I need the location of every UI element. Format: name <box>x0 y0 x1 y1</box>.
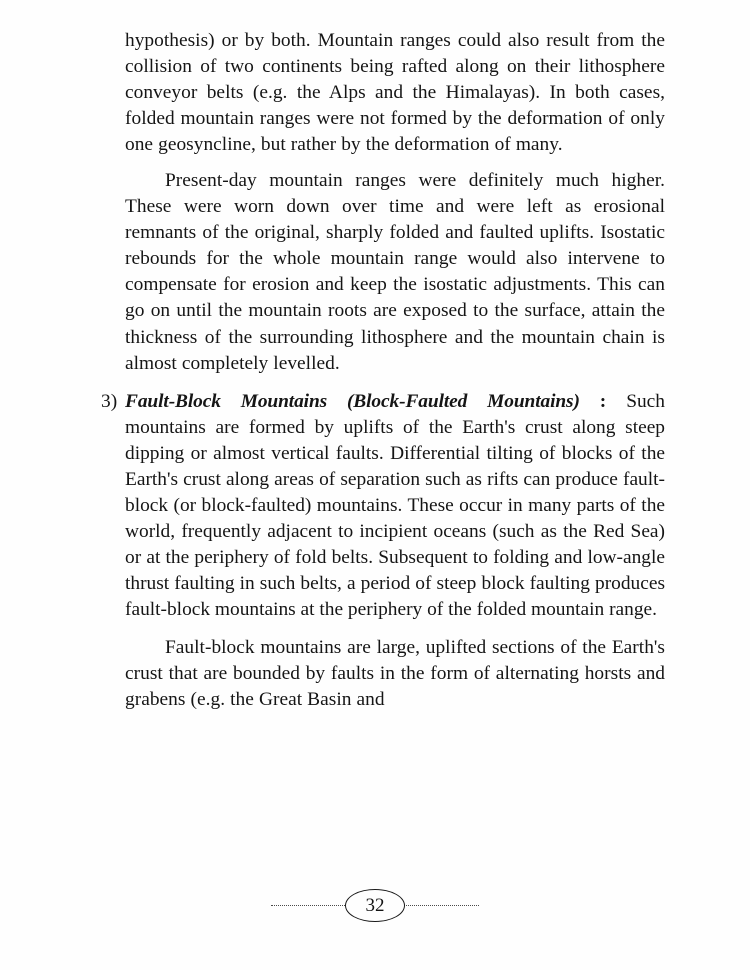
paragraph-fault-block-horsts-grabens: Fault-block mountains are large, uplifted sections of the Earth's crust that are bounded by faults in the form of alternating horsts and grabens (e.g. the Great Basin and <box>125 637 665 711</box>
paragraph-spacer <box>125 158 665 168</box>
list-item-text: Such mountains are formed by uplifts of the Earth's crust along steep dipping or almost vertical faults. Differential tilting of blocks of the Earth's crust along areas of separation such as rifts can produce fault-block (or block-faulted) mountains. These occur in many parts of the world, frequently adjacent to incipient oceans (such as the Red Sea) or at the periphery of fold belts. Subsequent to folding and low-angle thrust faulting in such belts, a period of steep block faulting produces fault-block mountains at the periphery of the folded mountain range. <box>125 390 665 620</box>
footer-rule-right <box>401 905 479 906</box>
page-text-column <box>101 28 665 713</box>
page-number: 32 <box>365 894 385 916</box>
paragraph-spacer <box>125 623 665 635</box>
list-item-heading-separator: : <box>579 390 627 412</box>
paragraph-present-day-ranges: Present-day mountain ranges were definitely much higher. These were worn down over time and were left as erosional remnants of the original, sharply folded and faulted uplifts. Isostatic rebounds for the whole mountain range would also intervene to compensate for erosion and keep the isostatic adjustments. This can go on until the mountain roots are exposed to the surface, attain the thickness of the surrounding lithosphere and the mountain chain is almost completely levelled. <box>125 170 665 374</box>
list-item-heading: Fault-Block Mountains (Block-Faulted Mountains) <box>125 390 580 412</box>
paragraph-mountain-ranges-collision: hypothesis) or by both. Mountain ranges could also result from the collision of two continents being rafted along on their lithosphere conveyor belts (e.g. the Alps and the Himalayas). In both cases, folded mountain ranges were not formed by the deformation of only one geosyncline, but rather by the deformation of many. <box>125 30 665 156</box>
page-footer <box>0 888 750 922</box>
footer-rule-left <box>271 905 349 906</box>
list-item-body <box>125 389 665 623</box>
page-number-badge <box>345 889 405 922</box>
list-item-marker: 3) <box>101 390 118 412</box>
list-item-fault-block-mountains <box>101 389 665 623</box>
paragraph-spacer <box>125 377 665 389</box>
